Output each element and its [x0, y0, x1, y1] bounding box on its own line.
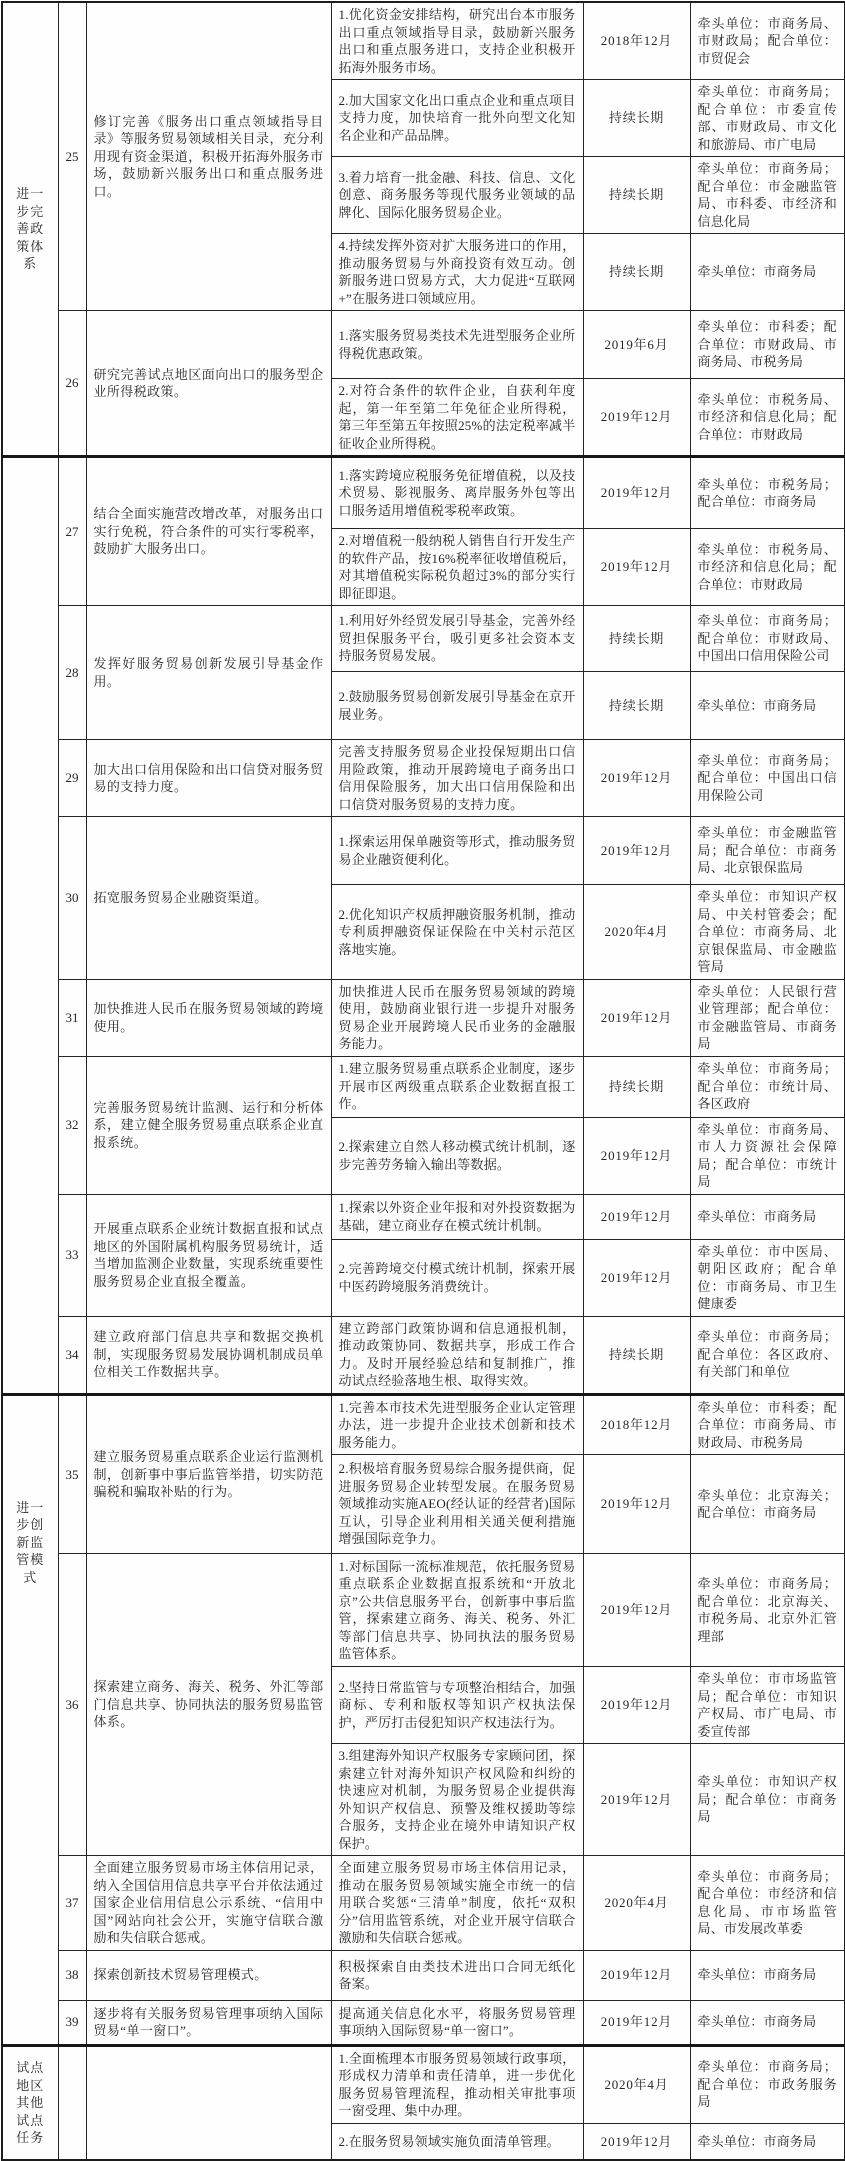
deadline-cell: 持续长期	[583, 606, 690, 672]
responsible-units-cell: 牵头单位：市商务局；配合单位：中国出口信用保险公司	[690, 740, 845, 817]
responsible-units-cell: 牵头单位：市税务局、市经济和信息化局；配合单位：市财政局	[690, 529, 845, 606]
table-row	[2, 1056, 845, 1117]
task-cell: 加大出口信用保险和出口信贷对服务贸易的支持力度。	[86, 740, 331, 817]
category-cell	[2, 2, 58, 457]
deadline-cell: 2019年12月	[583, 1744, 690, 1856]
measure-cell: 3.组建海外知识产权服务专家顾问团，探索建立针对海外知识产权风险和纠纷的快速应对机制，为服务贸易企业提供海外知识产权信息、预警及维权援助等综合服务，支持企业在境外申请知识产权保护。	[331, 1744, 583, 1856]
table-row	[2, 817, 845, 885]
measure-cell: 2.对符合条件的软件企业，自获利年度起，第一年至第二年免征企业所得税，第三年至第五年按照25%的法定税率减半征收企业所得税。	[331, 379, 583, 457]
responsible-units-cell: 牵头单位：市商务局；配合单位：市统计局、各区政府	[690, 1056, 845, 1117]
deadline-cell: 2019年12月	[583, 1239, 690, 1316]
policy-table-body	[2, 2, 845, 2160]
responsible-units-cell: 牵头单位：市税务局、市经济和信息化局；配合单位：市财政局	[690, 379, 845, 457]
measure-cell: 2.对增值税一般纳税人销售自行开发生产的软件产品，按16%税率征收增值税后，对其增值税实际税负超过3%的部分实行即征即退。	[331, 529, 583, 606]
item-number: 26	[58, 311, 86, 457]
table-row	[2, 1554, 845, 1667]
category-cell	[2, 457, 58, 1395]
deadline-cell: 2019年12月	[583, 1194, 690, 1239]
measure-cell: 1.对标国际一流标准规范，依托服务贸易重点联系企业数据直报系统和“开放北京”公共信息服务平台，创新事中事后监管，探索建立商务、海关、税务、外汇等部门信息共享、协同执法的服务贸易监管体系。	[331, 1554, 583, 1667]
measure-cell: 1.完善本市技术先进型服务企业认定管理办法，进一步提升企业技术创新和技术服务能力。	[331, 1394, 583, 1455]
responsible-units-cell: 牵头单位：市商务局；配合单位：市政务服务局	[690, 2045, 845, 2123]
item-number: 35	[58, 1394, 86, 1554]
responsible-units-cell: 牵头单位：市知识产权局；配合单位：市商务局	[690, 1744, 845, 1856]
deadline-cell: 持续长期	[583, 234, 690, 311]
measure-cell: 1.全面梳理本市服务贸易领域行政事项，形成权力清单和责任清单，进一步优化服务贸易管理流程，推动相关审批事项一窗受理、集中办理。	[331, 2045, 583, 2123]
measure-cell: 3.着力培育一批金融、科技、信息、文化创意、商务服务等现代服务业领域的品牌化、国际化服务贸易企业。	[331, 157, 583, 234]
responsible-units-cell: 牵头单位：市商务局	[690, 672, 845, 740]
table-row	[2, 740, 845, 817]
responsible-units-cell: 牵头单位：市商务局	[690, 1950, 845, 2000]
responsible-units-cell: 牵头单位：市商务局；配合单位：北京海关、市税务局、北京外汇管理部	[690, 1554, 845, 1667]
deadline-cell: 2018年12月	[583, 1394, 690, 1455]
table-row	[2, 1856, 845, 1951]
deadline-cell: 2019年12月	[583, 1117, 690, 1194]
category-cell	[2, 2045, 58, 2160]
responsible-units-cell: 牵头单位：市金融监管局；配合单位：市商务局、北京银保监局	[690, 817, 845, 885]
measure-cell: 1.建立服务贸易重点联系企业制度，逐步开展市区两级重点联系企业数据直报工作。	[331, 1056, 583, 1117]
measure-cell: 全面建立服务贸易市场主体信用记录，推动在服务贸易领域实施全市统一的信用联合奖惩“三清单”制度，依托“双积分”信用监管系统，对企业开展守信联合激励和失信联合惩戒。	[331, 1856, 583, 1951]
table-row	[2, 1316, 845, 1394]
responsible-units-cell: 牵头单位：市商务局；配合单位：市经济和信息化局、市市场监管局、市发展改革委	[690, 1856, 845, 1951]
category-label: 试点地区其他试点任务	[16, 2060, 45, 2145]
item-number: 33	[58, 1194, 86, 1316]
responsible-units-cell: 牵头单位：人民银行营业管理部；配合单位：市金融监管局、市商务局	[690, 979, 845, 1056]
measure-cell: 1.利用好外经贸发展引导基金，完善外经贸担保服务平台，吸引更多社会资本支持服务贸易发展。	[331, 606, 583, 672]
task-cell: 发挥好服务贸易创新发展引导基金作用。	[86, 606, 331, 740]
table-row	[2, 311, 845, 379]
measure-cell: 2.坚持日常监管与专项整治相结合，加强商标、专利和版权等知识产权执法保护，严厉打击侵犯知识产权违法行为。	[331, 1667, 583, 1744]
category-label: 进一步完善政策体系	[16, 186, 45, 272]
category-label: 进一步创新监管模式	[16, 1499, 45, 1585]
responsible-units-cell: 牵头单位：市商务局、市人力资源社会保障局；配合单位：市统计局	[690, 1117, 845, 1194]
responsible-units-cell: 牵头单位：市商务局；配合单位：市财政局、中国出口信用保险公司	[690, 606, 845, 672]
deadline-cell: 2019年12月	[583, 529, 690, 606]
measure-cell: 1.探索运用保单融资等形式，推动服务贸易企业融资便利化。	[331, 817, 583, 885]
item-number: 32	[58, 1056, 86, 1194]
deadline-cell: 2020年4月	[583, 2045, 690, 2123]
deadline-cell: 持续长期	[583, 672, 690, 740]
task-cell: 完善服务贸易统计监测、运行和分析体系，建立健全服务贸易重点联系企业直报系统。	[86, 1056, 331, 1194]
responsible-units-cell: 牵头单位：市商务局；配合单位：市金融监管局、市科委、市经济和信息化局	[690, 157, 845, 234]
measure-cell: 4.持续发挥外资对扩大服务进口的作用，推动服务贸易与外商投资有效互动。创新服务进口贸易方式，大力促进“互联网+”在服务进口领域应用。	[331, 234, 583, 311]
table-row	[2, 2000, 845, 2045]
measure-cell: 加快推进人民币在服务贸易领域的跨境使用，鼓励商业银行进一步提升对服务贸易企业开展跨境人民币业务的金融服务能力。	[331, 979, 583, 1056]
table-row	[2, 979, 845, 1056]
deadline-cell: 2019年12月	[583, 2000, 690, 2045]
responsible-units-cell: 牵头单位：市科委；配合单位：市财政局、市商务局、市税务局	[690, 311, 845, 379]
task-cell: 拓宽服务贸易企业融资渠道。	[86, 817, 331, 980]
deadline-cell: 2019年12月	[583, 1950, 690, 2000]
measure-cell: 1.落实跨境应税服务免征增值税，以及技术贸易、影视服务、离岸服务外包等出口服务适用增值税零税率政策。	[331, 457, 583, 529]
responsible-units-cell: 牵头单位：市商务局；配合单位：市委宣传部、市财政局、市文化和旅游局、市广电局	[690, 80, 845, 157]
responsible-units-cell: 牵头单位：市商务局	[690, 2123, 845, 2160]
deadline-cell: 2020年4月	[583, 1856, 690, 1951]
task-cell: 研究完善试点地区面向出口的服务型企业所得税政策。	[86, 311, 331, 457]
responsible-units-cell: 牵头单位：市商务局；配合单位：各区政府、有关部门和单位	[690, 1316, 845, 1394]
task-cell: 探索建立商务、海关、税务、外汇等部门信息共享、协同执法的服务贸易监管体系。	[86, 1554, 331, 1856]
measure-cell: 2.完善跨境交付模式统计机制，探索开展中医药跨境服务消费统计。	[331, 1239, 583, 1316]
measure-cell: 1.落实服务贸易类技术先进型服务企业所得税优惠政策。	[331, 311, 583, 379]
deadline-cell: 2019年12月	[583, 457, 690, 529]
responsible-units-cell: 牵头单位：市市场监管局；配合单位：市知识产权局、市广电局、市委宣传部	[690, 1667, 845, 1744]
responsible-units-cell: 牵头单位：市中医局、朝阳区政府；配合单位：市商务局、市卫生健康委	[690, 1239, 845, 1316]
measure-cell: 完善支持服务贸易企业投保短期出口信用险政策，推动开展跨境电子商务出口信用保险服务，加大出口信用保险和出口信贷对服务贸易的支持力度。	[331, 740, 583, 817]
measure-cell: 2.鼓励服务贸易创新发展引导基金在京开展业务。	[331, 672, 583, 740]
measure-cell: 积极探索自由类技术进出口合同无纸化备案。	[331, 1950, 583, 2000]
measure-cell: 2.加大国家文化出口重点企业和重点项目支持力度，加快培育一批外向型文化知名企业和产品品牌。	[331, 80, 583, 157]
responsible-units-cell: 牵头单位：市知识产权局、中关村管委会；配合单位：市商务局、北京银保监局、市金融监管局	[690, 885, 845, 980]
task-cell: 加快推进人民币在服务贸易领域的跨境使用。	[86, 979, 331, 1056]
task-cell: 修订完善《服务出口重点领域指导目录》等服务贸易领域相关目录，充分利用现有资金渠道，积极开拓海外服务市场，鼓励新兴服务出口和重点服务进口。	[86, 2, 331, 311]
measure-cell: 提高通关信息化水平，将服务贸易管理事项纳入国际贸易“单一窗口”。	[331, 2000, 583, 2045]
deadline-cell: 持续长期	[583, 1316, 690, 1394]
item-number: 28	[58, 606, 86, 740]
policy-task-table	[1, 1, 845, 2161]
responsible-units-cell: 牵头单位：市商务局	[690, 2000, 845, 2045]
responsible-units-cell: 牵头单位：市商务局	[690, 1194, 845, 1239]
item-number: 37	[58, 1856, 86, 1951]
deadline-cell: 2019年12月	[583, 1667, 690, 1744]
item-number: 38	[58, 1950, 86, 2000]
measure-cell: 2.探索建立自然人移动模式统计机制，逐步完善劳务输入输出等数据。	[331, 1117, 583, 1194]
deadline-cell: 2019年12月	[583, 979, 690, 1056]
deadline-cell: 2019年6月	[583, 311, 690, 379]
task-cell: 结合全面实施营改增改革，对服务出口实行免税，符合条件的可实行零税率，鼓励扩大服务出口。	[86, 457, 331, 606]
measure-cell: 建立跨部门政策协调和信息通报机制，推动政策协同、数据共享，形成工作合力。及时开展经验总结和复制推广，推动试点经验落地生根、取得实效。	[331, 1316, 583, 1394]
deadline-cell: 2019年12月	[583, 817, 690, 885]
task-cell: 全面建立服务贸易市场主体信用记录，纳入全国信用信息共享平台并依法通过国家企业信用信息公示系统、“信用中国”网站向社会公开，实施守信联合激励和失信联合惩戒。	[86, 1856, 331, 1951]
deadline-cell: 2019年12月	[583, 740, 690, 817]
table-row	[2, 457, 845, 529]
deadline-cell: 持续长期	[583, 1056, 690, 1117]
task-cell	[86, 2045, 331, 2160]
table-row	[2, 2045, 845, 2123]
item-number: 27	[58, 457, 86, 606]
deadline-cell: 2020年4月	[583, 885, 690, 980]
responsible-units-cell: 牵头单位：市商务局、市财政局；配合单位：市贸促会	[690, 2, 845, 80]
item-number: 25	[58, 2, 86, 311]
category-cell	[2, 1394, 58, 2045]
responsible-units-cell: 牵头单位：市科委；配合单位：市商务局、市财政局、市税务局	[690, 1394, 845, 1455]
measure-cell: 2.积极培育服务贸易综合服务提供商，促进服务贸易企业转型发展。在服务贸易领域推动实施AEO(经认证的经营者)国际互认，引导企业利用相关通关便利措施增强国际竞争力。	[331, 1455, 583, 1554]
item-number: 36	[58, 1554, 86, 1856]
deadline-cell: 2019年12月	[583, 1554, 690, 1667]
measure-cell: 2.在服务贸易领域实施负面清单管理。	[331, 2123, 583, 2160]
deadline-cell: 持续长期	[583, 157, 690, 234]
item-number: 39	[58, 2000, 86, 2045]
table-row	[2, 606, 845, 672]
task-cell: 探索创新技术贸易管理模式。	[86, 1950, 331, 2000]
deadline-cell: 2019年12月	[583, 379, 690, 457]
measure-cell: 1.优化资金安排结构，研究出台本市服务出口重点领域指导目录，鼓励新兴服务出口和重点服务进口，支持企业积极开拓海外服务市场。	[331, 2, 583, 80]
deadline-cell: 2019年12月	[583, 1455, 690, 1554]
item-number: 29	[58, 740, 86, 817]
item-number: 31	[58, 979, 86, 1056]
responsible-units-cell: 牵头单位：北京海关；配合单位：市商务局	[690, 1455, 845, 1554]
table-row	[2, 1950, 845, 2000]
task-cell: 逐步将有关服务贸易管理事项纳入国际贸易“单一窗口”。	[86, 2000, 331, 2045]
item-number: 34	[58, 1316, 86, 1394]
deadline-cell: 2019年12月	[583, 2123, 690, 2160]
responsible-units-cell: 牵头单位：市税务局；配合单位：市商务局	[690, 457, 845, 529]
task-cell: 开展重点联系企业统计数据直报和试点地区的外国附属机构服务贸易统计，适当增加监测企业数量，实现系统重要性服务贸易企业直报全覆盖。	[86, 1194, 331, 1316]
responsible-units-cell: 牵头单位：市商务局	[690, 234, 845, 311]
deadline-cell: 2018年12月	[583, 2, 690, 80]
item-number: 30	[58, 817, 86, 980]
measure-cell: 1.探索以外资企业年报和对外投资数据为基础，建立商业存在模式统计机制。	[331, 1194, 583, 1239]
task-cell: 建立服务贸易重点联系企业运行监测机制，创新事中事后监管举措，切实防范骗税和骗取补贴的行为。	[86, 1394, 331, 1554]
table-row	[2, 2, 845, 80]
deadline-cell: 持续长期	[583, 80, 690, 157]
item-number	[58, 2045, 86, 2160]
measure-cell: 2.优化知识产权质押融资服务机制，推动专利质押融资保证保险在中关村示范区落地实施。	[331, 885, 583, 980]
table-row	[2, 1194, 845, 1239]
task-cell: 建立政府部门信息共享和数据交换机制，实现服务贸易发展协调机制成员单位相关工作数据共享。	[86, 1316, 331, 1394]
table-row	[2, 1394, 845, 1455]
